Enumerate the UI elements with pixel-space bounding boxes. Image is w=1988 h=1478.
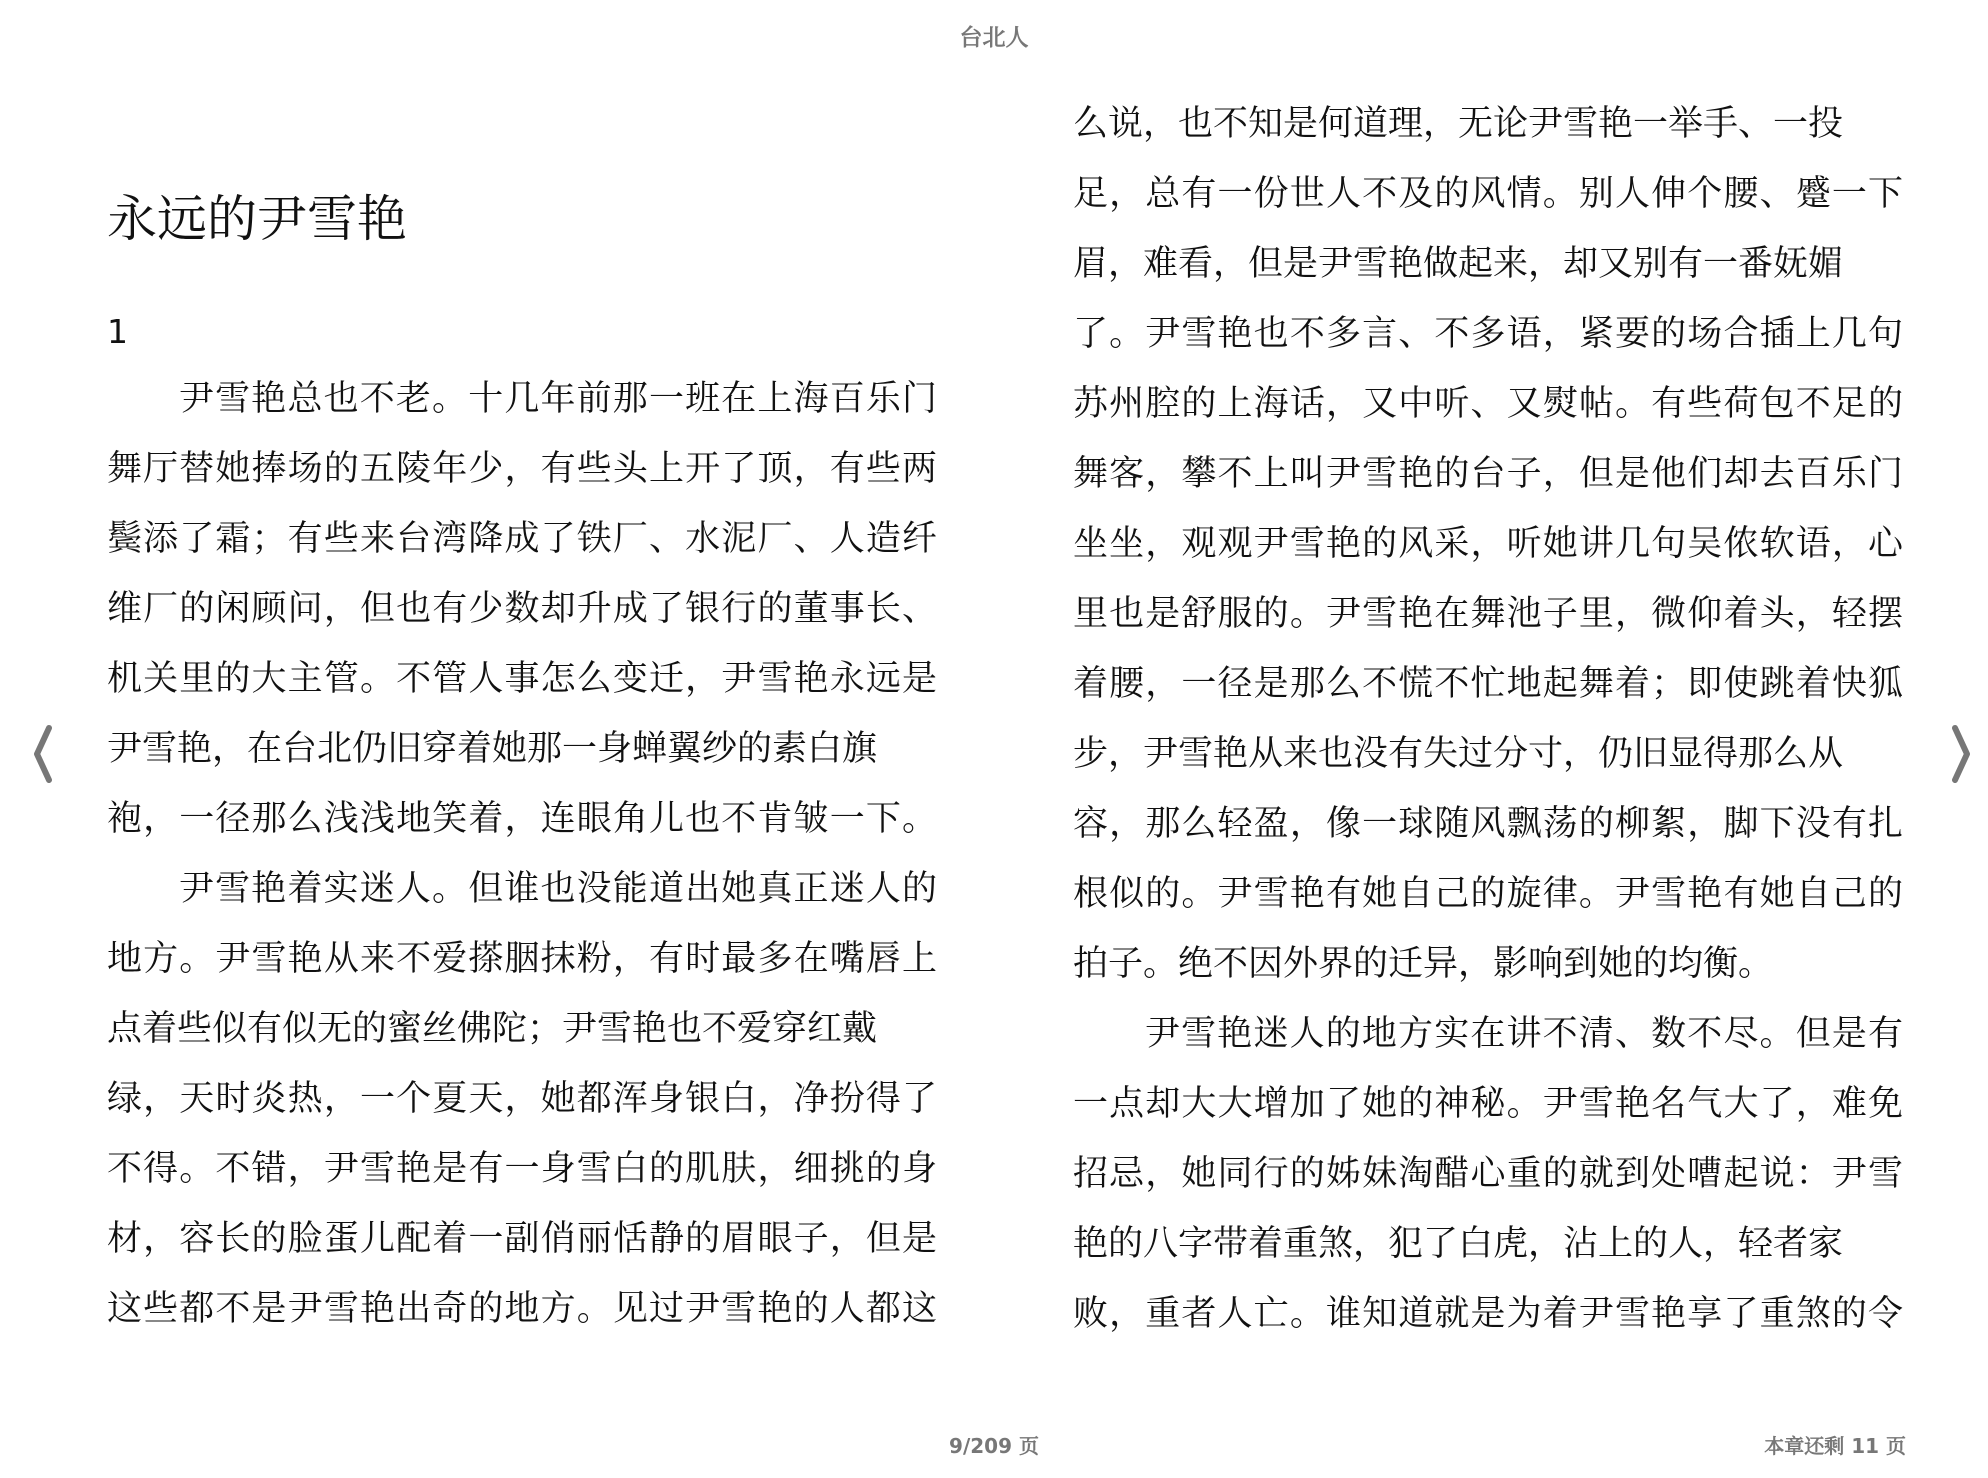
text-line: 步，尹雪艳从来也没有失过分寸，仍旧显得那么从 [1073,734,1844,774]
book-title: 台北人 [959,25,1029,51]
text-line: 袍，一径那么浅浅地笑着，连眼角儿也不肯皱一下。 [107,799,937,839]
text-line: 足，总有一份世人不及的风情。别人伸个腰、蹙一下 [1073,174,1903,214]
text-line: 招忌，她同行的姊妹淘醋心重的就到处嘈起说：尹雪 [1073,1154,1903,1194]
text-line: 尹雪艳，在台北仍旧穿着她那一身蝉翼纱的素白旗 [107,729,878,769]
text-line: 尹雪艳总也不老。十几年前那一班在上海百乐门 [179,379,937,419]
text-line: 着腰，一径是那么不慌不忙地起舞着；即使跳着快狐 [1073,664,1903,704]
text-line: 点着些似有似无的蜜丝佛陀；尹雪艳也不爱穿红戴 [107,1009,878,1049]
text-line: 尹雪艳着实迷人。但谁也没能道出她真正迷人的 [179,869,937,909]
text-line: 坐坐，观观尹雪艳的风采，听她讲几句吴侬软语，心 [1073,524,1903,564]
text-line: 么说，也不知是何道理，无论尹雪艳一举手、一投 [1073,104,1844,144]
chevron-left-icon [24,718,64,790]
next-page-button[interactable] [1940,718,1980,790]
text-line: 败，重者人亡。谁知道就是为着尹雪艳享了重煞的令 [1073,1294,1903,1334]
text-line: 根似的。尹雪艳有她自己的旋律。尹雪艳有她自己的 [1073,874,1903,914]
text-line: 鬓添了霜；有些来台湾降成了铁厂、水泥厂、人造纤 [107,519,937,559]
text-line: 拍子。绝不因外界的迁异，影响到她的均衡。 [1073,944,1774,984]
text-line: 不得。不错，尹雪艳是有一身雪白的肌肤，细挑的身 [107,1149,937,1189]
text-line: 了。尹雪艳也不多言、不多语，紧要的场合插上几句 [1073,314,1903,354]
right-page-text [1073,98,1903,1358]
text-line: 维厂的闲顾问，但也有少数却升成了银行的董事长、 [107,589,937,629]
chapter-title: 永远的尹雪艳 [107,190,407,248]
chapter-remaining-pages: 本章还剩 11 页 [1764,1434,1906,1458]
text-line: 一点却大大增加了她的神秘。尹雪艳名气大了，难免 [1073,1084,1903,1124]
chevron-right-icon [1940,718,1980,790]
previous-page-button[interactable] [24,718,64,790]
text-line: 绿，天时炎热，一个夏天，她都浑身银白，净扮得了 [107,1079,937,1119]
text-line: 苏州腔的上海话，又中听、又熨帖。有些荷包不足的 [1073,384,1903,424]
text-line: 这些都不是尹雪艳出奇的地方。见过尹雪艳的人都这 [107,1289,937,1329]
text-line: 尹雪艳迷人的地方实在讲不清、数不尽。但是有 [1145,1014,1903,1054]
page-indicator: 9/209 页 [949,1434,1039,1458]
text-line: 艳的八字带着重煞，犯了白虎，沾上的人，轻者家 [1073,1224,1844,1264]
text-line: 眉，难看，但是尹雪艳做起来，却又别有一番妩媚 [1073,244,1844,284]
text-line: 舞厅替她捧场的五陵年少，有些头上开了顶，有些两 [107,449,937,489]
text-line: 机关里的大主管。不管人事怎么变迁，尹雪艳永远是 [107,659,937,699]
text-line: 材，容长的脸蛋儿配着一副俏丽恬静的眉眼子，但是 [107,1219,937,1259]
text-line: 地方。尹雪艳从来不爱搽胭抹粉，有时最多在嘴唇上 [107,939,937,979]
text-line: 里也是舒服的。尹雪艳在舞池子里，微仰着头，轻摆 [1073,594,1903,634]
left-page-text [107,373,937,1353]
text-line: 舞客，攀不上叫尹雪艳的台子，但是他们却去百乐门 [1073,454,1903,494]
section-number: 1 [107,312,128,351]
text-line: 容，那么轻盈，像一球随风飘荡的柳絮，脚下没有扎 [1073,804,1903,844]
